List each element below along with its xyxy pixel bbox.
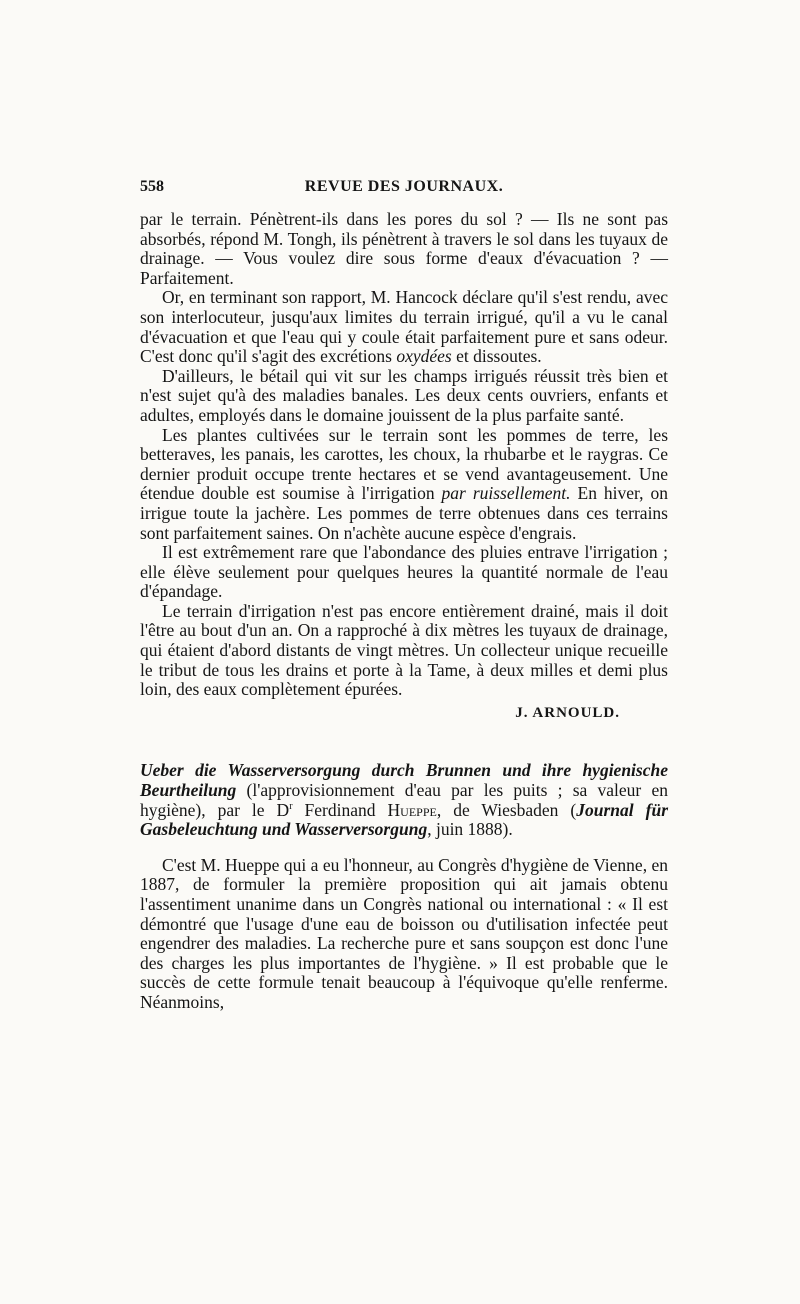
paragraph-4-text: Les plantes cultivées sur le terrain sont les pommes de terre, les betteraves, les panais, les carottes, les choux, la rhubarbe et le raygras. Ce dernier produit occupe trente hectares et se vend avantageusement. Une étendue double est soumise à l'irrigation <box>140 424 668 504</box>
paragraph-2-italic: oxydées <box>396 346 452 367</box>
article-body <box>140 210 668 1013</box>
review-section <box>140 761 668 1012</box>
paragraph-2-end: et dissoutes. <box>456 346 542 367</box>
page-header <box>140 178 668 200</box>
paragraph-4-italic: par ruissellement. <box>441 483 571 504</box>
author-signature: J. ARNOULD. <box>515 704 620 721</box>
paragraph-2-text: Or, en terminant son rapport, M. Hancock déclare qu'il s'est rendu, avec son interlocuteur, jusqu'aux limites du terrain irrigué, qu'il a vu le canal d'évacuation et que l'eau qui y coule était parfaitement pure et sans odeur. C'est donc qu'il s'agit des excrétions <box>140 287 668 367</box>
review-journal: Journal für Gasbeleuchtung und Wasserversorgung <box>140 799 669 840</box>
paragraph-4 <box>140 426 668 544</box>
paragraph-5: Il est extrêmement rare que l'abondance des pluies entrave l'irrigation ; elle élève seulement pour quelques heures la quantité normale de l'eau d'épandage. <box>140 542 668 602</box>
review-dr-sup: r <box>289 800 293 812</box>
review-location: , de Wiesbaden <box>436 799 559 820</box>
review-title: Ueber die Wasserversorgung durch Brunnen und ihre hygienische Beurtheilung <box>140 760 668 801</box>
review-translation: (l'approvisionnement d'eau par les puits ; sa valeur en hygiène), par le D <box>140 780 669 820</box>
paragraph-2 <box>140 288 668 366</box>
page-number: 558 <box>140 178 164 195</box>
review-date: , juin 1888). <box>427 819 513 840</box>
paragraph-3: D'ailleurs, le bétail qui vit sur les champs irrigués réussit très bien et n'est sujet qu'à des maladies banales. Les deux cents ouvriers, enfants et adultes, employés dans le domaine jouissent de la plus parfaite santé. <box>140 365 668 425</box>
review-body: C'est M. Hueppe qui a eu l'honneur, au Congrès d'hygiène de Vienne, en 1887, de formuler la première proposition qui ait jamais obtenu l'assentiment unanime dans un Congrès national ou international : « Il est démontré que l'usage d'une eau de boisson ou d'utilisation infectée peut engendrer des maladies. La recherche pure et sans soupçon est donc l'une des charges les plus importantes de l'hygiène. » Il est probable que le succès de cette formule tenait beaucoup à l'équivoque qu'elle renferme. Néanmoins, <box>140 854 668 1012</box>
running-title: REVUE DES JOURNAUX. <box>304 178 504 195</box>
paragraph-4-end: En hiver, on irrigue toute la jachère. Les pommes de terre obtenues dans ces terrains sont parfaitement saines. On n'achète aucune espèce d'engrais. <box>140 483 669 543</box>
paragraph-6: Le terrain d'irrigation n'est pas encore entièrement drainé, mais il doit l'être au bout d'un an. On a rapproché à dix mètres les tuyaux de drainage, qui étaient d'abord distants de vingt mètres. Un collecteur unique recueille le tribut de tous les drains et porte à la Tame, à deux milles et demi plus loin, des eaux complètement épurées. <box>140 600 668 700</box>
review-author-last: Hueppe <box>387 799 437 820</box>
review-heading: Ueber die Wasserversorgung durch Brunnen und ihre hygienische Beurtheilung (l'approvisionnement d'eau par les puits ; sa valeur en hygiène), par le $D^r$ Ferdinand Hueppe, de Wiesbaden (Journal für Gasbeleuchtung und Wasserversorgung, juin 1888). <box>140 760 669 840</box>
paragraph-1: par le terrain. Pénètrent-ils dans les pores du sol ? — Ils ne sont pas absorbés, répond M. Tongh, ils pénètrent à travers le sol dans les tuyaux de drainage. — Vous voulez dire sous forme d'eaux d'évacuation ? — Parfaitement. <box>140 209 668 288</box>
review-author-first: Ferdinand <box>304 799 376 820</box>
